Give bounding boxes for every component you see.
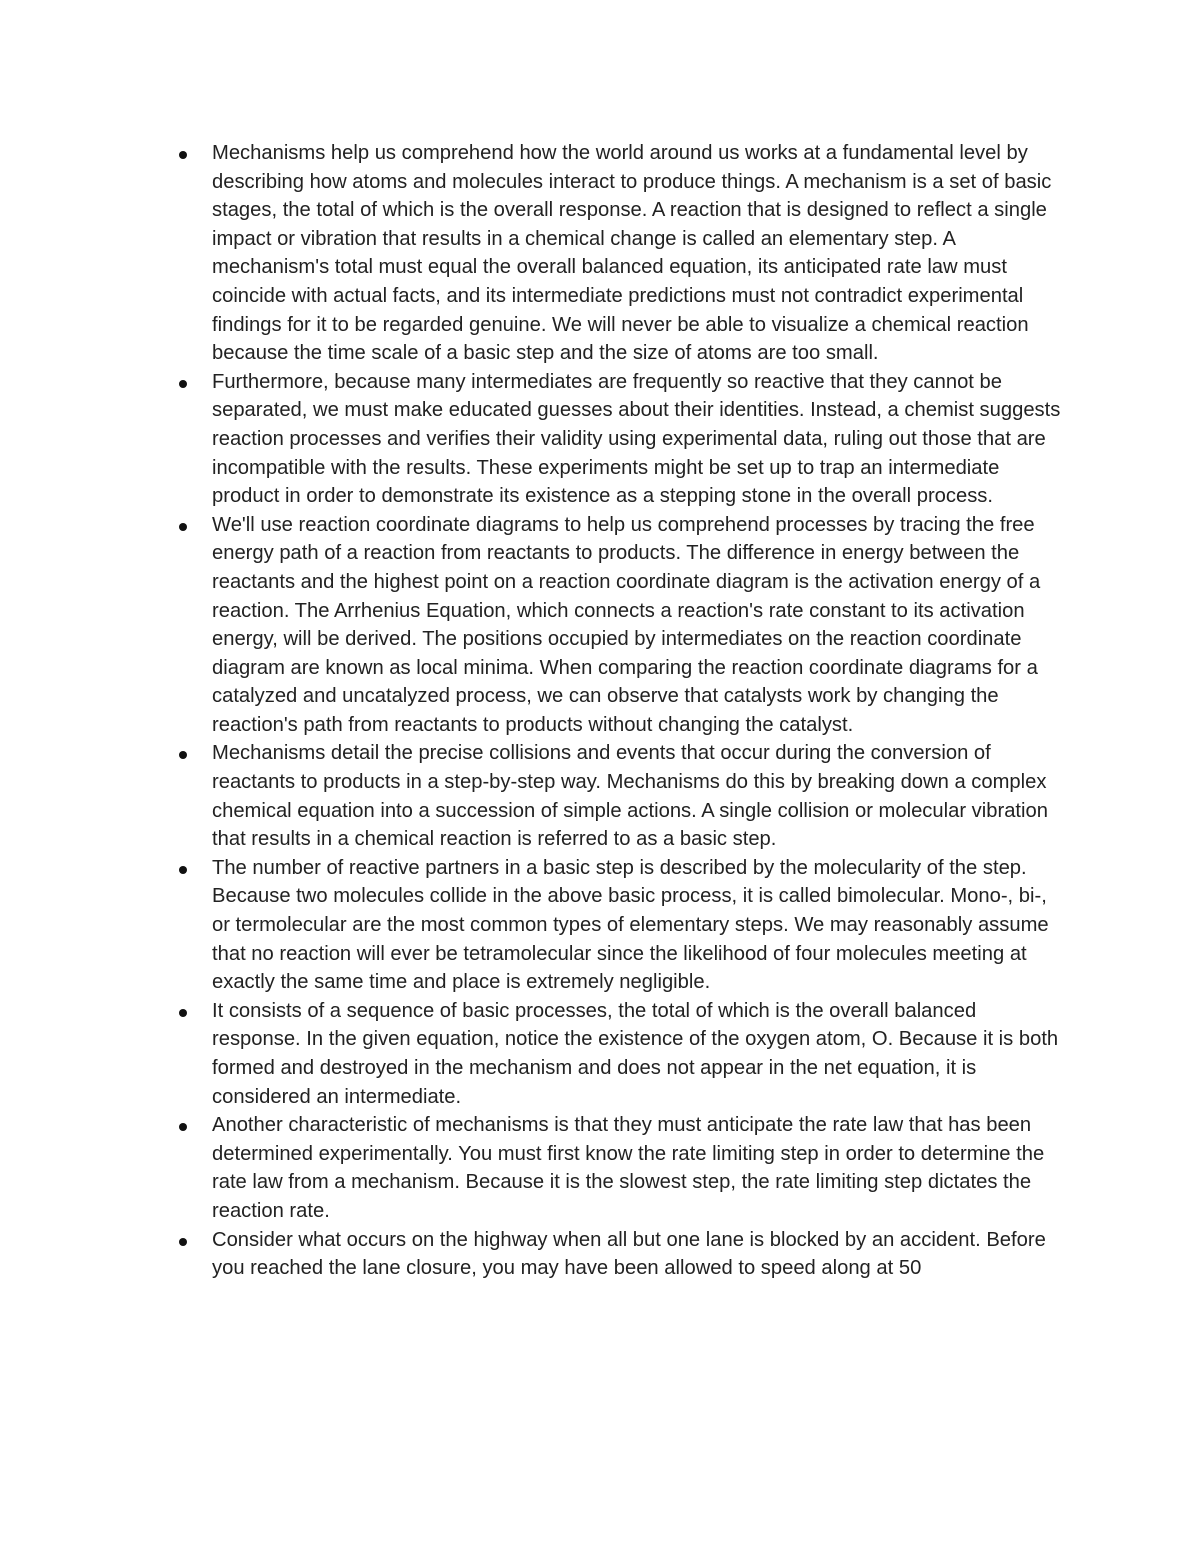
- bullet-list: [175, 139, 1070, 1283]
- list-item: [175, 368, 1070, 511]
- list-item: [175, 997, 1070, 1111]
- bullet-text: We'll use reaction coordinate diagrams to help us comprehend processes by tracing the free energy path of a reaction from reactants to products. The difference in energy between the reactants and the highest point on a reaction coordinate diagram is the activation energy of a reaction. The Arrhenius Equation, which connects a reaction's rate constant to its activation energy, will be derived. The positions occupied by intermediates on the reaction coordinate diagram are known as local minima. When comparing the reaction coordinate diagrams for a catalyzed and uncatalyzed process, we can observe that catalysts work by changing the reaction's path from reactants to products without changing the catalyst.: [212, 513, 1041, 736]
- bullet-icon: [179, 1238, 187, 1246]
- list-item: [175, 1111, 1070, 1225]
- bullet-icon: [179, 1123, 187, 1131]
- bullet-text: The number of reactive partners in a basic step is described by the molecularity of the step. Because two molecules collide in the above basic process, it is called bimolecular. Mono-, bi-, or termolecular are the most common types of elementary steps. We may reasonably assume that no reaction will ever be tetramolecular since the likelihood of four molecules meeting at exactly the same time and place is extremely negligible.: [212, 856, 1049, 994]
- bullet-icon: [179, 380, 187, 388]
- list-item: [175, 739, 1070, 853]
- list-item: [175, 511, 1070, 740]
- bullet-icon: [179, 866, 187, 874]
- list-item: [175, 139, 1070, 368]
- bullet-text: Consider what occurs on the highway when all but one lane is blocked by an accident. Before you reached the lane closure, you may have been allowed to speed along at 50: [212, 1228, 1046, 1280]
- bullet-icon: [179, 751, 187, 759]
- bullet-text: Mechanisms detail the precise collisions and events that occur during the conversion of reactants to products in a step-by-step way. Mechanisms do this by breaking down a complex chemical equation into a succession of simple actions. A single collision or molecular vibration that results in a chemical reaction is referred to as a basic step.: [212, 742, 1048, 851]
- bullet-text: Furthermore, because many intermediates are frequently so reactive that they cannot be separated, we must make educated guesses about their identities. Instead, a chemist suggests reaction processes and verifies their validity using experimental data, ruling out those that are incompatible with the results. These experiments might be set up to trap an intermediate product in order to demonstrate its existence as a stepping stone in the overall process.: [212, 370, 1061, 508]
- list-item: [175, 1226, 1070, 1283]
- bullet-text: It consists of a sequence of basic processes, the total of which is the overall balanced response. In the given equation, notice the existence of the oxygen atom, O. Because it is both formed and destroyed in the mechanism and does not appear in the net equation, it is considered an intermediate.: [212, 999, 1059, 1108]
- list-item: [175, 854, 1070, 997]
- bullet-icon: [179, 151, 187, 159]
- bullet-icon: [179, 523, 187, 531]
- bullet-text: Another characteristic of mechanisms is that they must anticipate the rate law that has been determined experimentally. You must first know the rate limiting step in order to determine the rate law from a mechanism. Because it is the slowest step, the rate limiting step dictates the reaction rate.: [212, 1114, 1045, 1222]
- bullet-text: Mechanisms help us comprehend how the world around us works at a fundamental level by describing how atoms and molecules interact to produce things. A mechanism is a set of basic stages, the total of which is the overall response. A reaction that is designed to reflect a single impact or vibration that results in a chemical change is called an elementary step. A mechanism's total must equal the overall balanced equation, its anticipated rate law must coincide with actual facts, and its intermediate predictions must not contradict experimental findings for it to be regarded genuine. We will never be able to visualize a chemical reaction because the time scale of a basic step and the size of atoms are too small.: [212, 142, 1052, 365]
- bullet-icon: [179, 1009, 187, 1017]
